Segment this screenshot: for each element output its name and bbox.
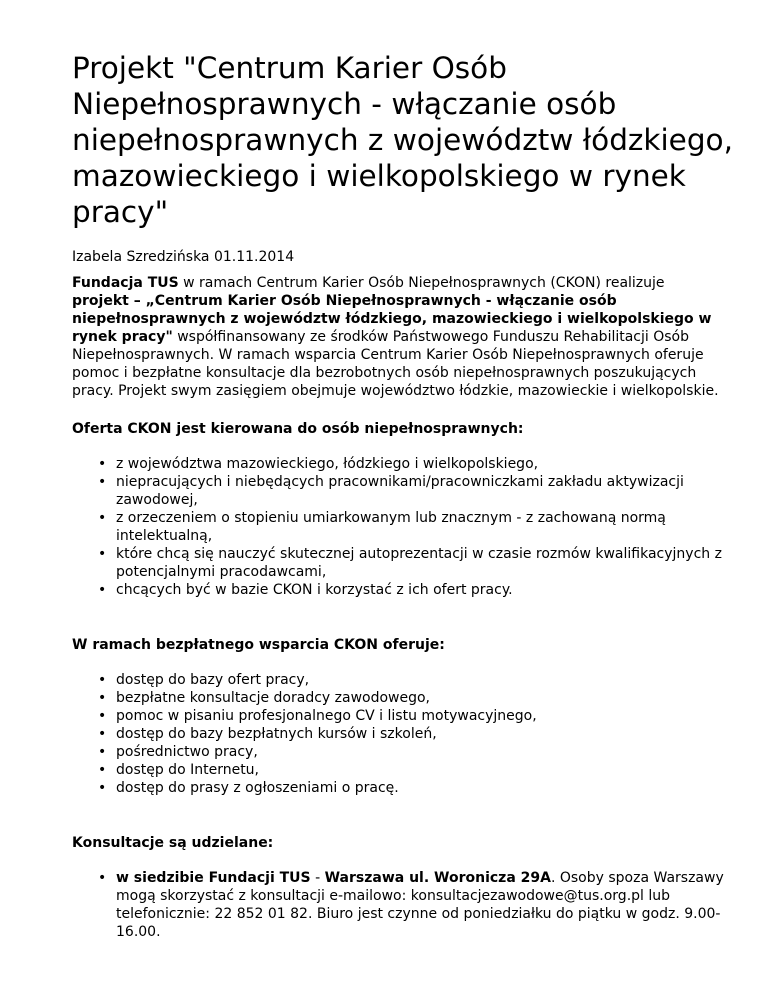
list-item	[116, 869, 736, 941]
support-list	[72, 671, 728, 797]
list-item: • niepracujących i niebędących pracownikami/pracowniczkami zakładu aktywizacji zawodowej,	[116, 473, 736, 509]
consult-heading: Konsultacje są udzielane:	[72, 835, 274, 851]
consult-location: w siedzibie Fundacji TUS	[116, 870, 311, 886]
consult-separator: -	[310, 870, 325, 886]
author-date: Izabela Szredzińska 01.11.2014	[72, 249, 295, 265]
list-item: • pośrednictwo pracy,	[116, 743, 736, 761]
list-item: • chcących być w bazie CKON i korzystać z ich ofert pracy.	[116, 581, 736, 599]
list-item: • z orzeczeniem o stopieniu umiarkowanym lub znacznym - z zachowaną normą intelektualną,	[116, 509, 736, 545]
support-heading: W ramach bezpłatnego wsparcia CKON oferuje:	[72, 637, 445, 653]
list-item: • z województwa mazowieckiego, łódzkiego i wielkopolskiego,	[116, 455, 736, 473]
intro-text-1: w ramach Centrum Karier Osób Niepełnosprawnych (CKON) realizuje	[178, 275, 665, 291]
list-item: • dostęp do bazy ofert pracy,	[116, 671, 736, 689]
offer-heading: Oferta CKON jest kierowana do osób niepełnosprawnych:	[72, 421, 524, 437]
list-item: • dostęp do bazy bezpłatnych kursów i szkoleń,	[116, 725, 736, 743]
list-item: • dostęp do prasy z ogłoszeniami o pracę.	[116, 779, 736, 797]
list-item: • które chcą się nauczyć skutecznej autoprezentacji w czasie rozmów kwalifikacyjnych z potencjalnymi pracodawcami,	[116, 545, 736, 581]
consult-details: . Osoby spoza Warszawy mogą skorzystać z konsultacji e-mailowo: konsultacjezawodowe@tus.org.pl lub telefonicznie: 22 852 01 82. Biuro jest czynne od poniedziałku do piątku w godz. 9.00-16.00.	[116, 870, 724, 940]
page-title: Projekt "Centrum Karier Osób Niepełnosprawnych - włączanie osób niepełnosprawnych z województw łódzkiego, mazowieckiego i wielkopolskiego w rynek pracy"	[72, 51, 733, 229]
intro-text-2: współfinansowany ze środków Państwowego Funduszu Rehabilitacji Osób Niepełnosprawnych. W ramach wsparcia Centrum Karier Osób Niepełnosprawnych oferuje pomoc i bezpłatne konsultacje dla bezrobotnych osób niepełnosprawnych poszukujących pracy. Projekt swym zasięgiem obejmuje województwo łódzkie, mazowieckie i wielkopolskie.	[72, 329, 719, 399]
consult-list	[72, 869, 728, 941]
project-name: projekt – „Centrum Karier Osób Niepełnosprawnych - włączanie osób niepełnosprawnych z województw łódzkiego, mazowieckiego i wielkopolskiego w rynek pracy"	[72, 293, 712, 345]
consult-address: Warszawa ul. Woronicza 29A	[324, 870, 551, 886]
offer-list	[72, 455, 728, 599]
list-item: • pomoc w pisaniu profesjonalnego CV i listu motywacyjnego,	[116, 707, 736, 725]
intro-paragraph	[72, 274, 722, 400]
list-item: • dostęp do Internetu,	[116, 761, 736, 779]
list-item: • bezpłatne konsultacje doradcy zawodowego,	[116, 689, 736, 707]
org-name: Fundacja TUS	[72, 275, 179, 291]
